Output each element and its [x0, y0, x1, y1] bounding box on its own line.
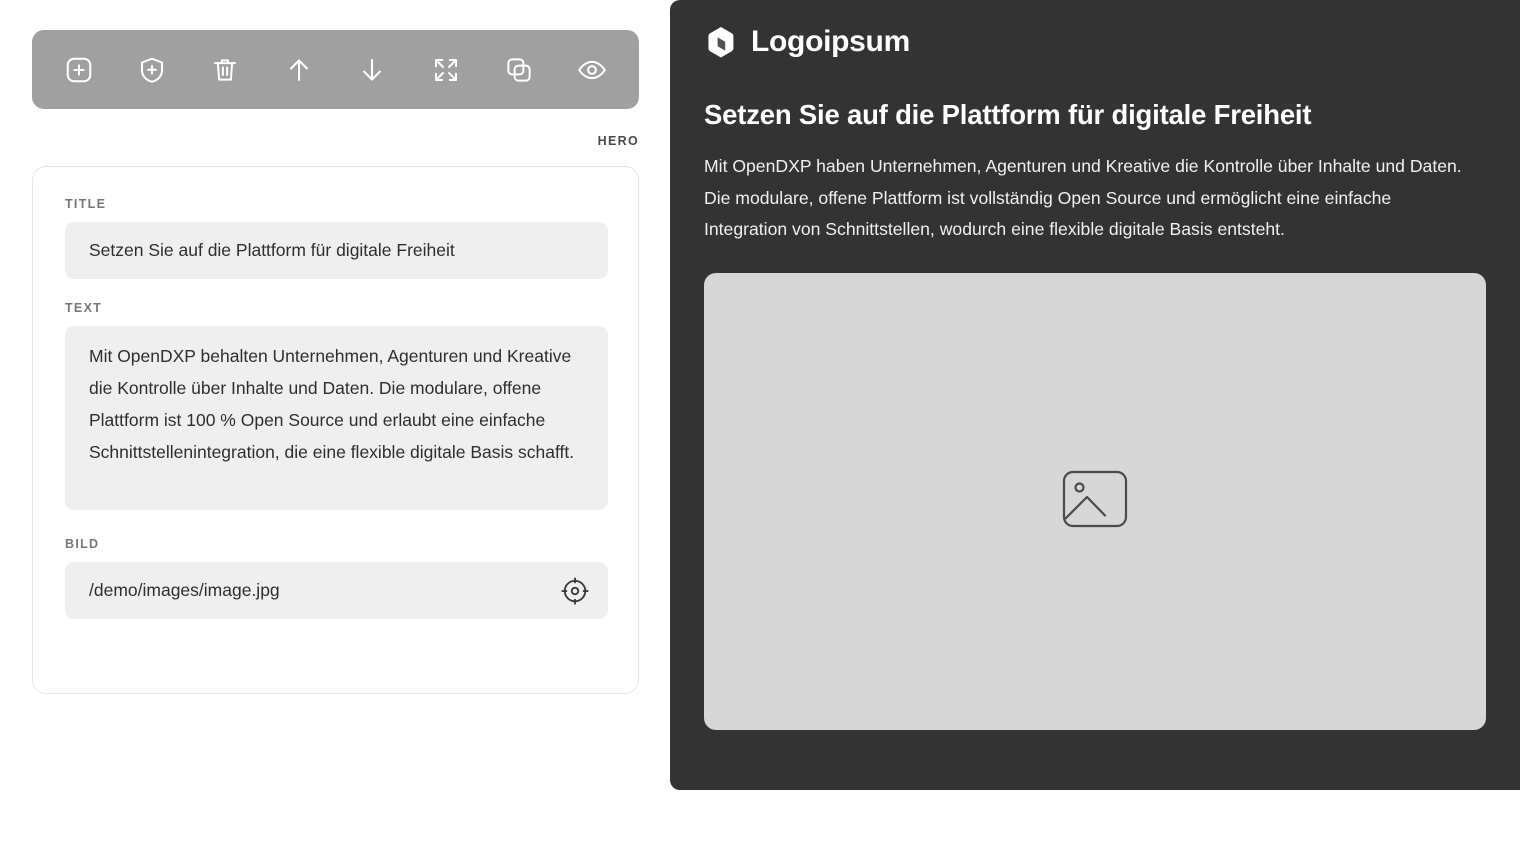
- field-label-title: TITLE: [65, 197, 107, 211]
- field-label-text: TEXT: [65, 301, 103, 315]
- section-label: HERO: [597, 134, 639, 148]
- preview-eye-icon[interactable]: [556, 30, 629, 109]
- add-shielded-element-icon[interactable]: [115, 30, 188, 109]
- move-down-icon[interactable]: [336, 30, 409, 109]
- hero-properties-card: [32, 166, 639, 694]
- brand-name: Logoipsum: [751, 25, 910, 58]
- expand-icon[interactable]: [409, 30, 482, 109]
- section-label-row: [32, 132, 639, 150]
- title-input[interactable]: [65, 222, 608, 279]
- field-title: [65, 197, 606, 279]
- preview-image-placeholder: [704, 273, 1486, 730]
- preview-body-text: Mit OpenDXP haben Unternehmen, Agenturen und Kreative die Kontrolle über Inhalte und Daten. Die modulare, offene Plattform ist vollständig Open Source und ermöglicht eine einfache Integration von Schnittstellen, wodurch eine flexible digitale Basis entsteht.: [704, 156, 1462, 239]
- editor-panel: [0, 0, 670, 855]
- field-text: [65, 301, 606, 515]
- move-up-icon[interactable]: [262, 30, 335, 109]
- logoipsum-hexagon-icon: [704, 25, 738, 59]
- preview-heading: Setzen Sie auf die Plattform für digitale Freiheit: [704, 99, 1312, 130]
- preview-panel: [670, 0, 1520, 790]
- image-input-wrapper: [65, 562, 608, 619]
- element-toolbar: [32, 30, 639, 109]
- add-element-icon[interactable]: [42, 30, 115, 109]
- image-path-input[interactable]: [65, 562, 608, 619]
- target-icon[interactable]: [560, 576, 590, 606]
- text-textarea[interactable]: [65, 326, 608, 510]
- duplicate-icon[interactable]: [482, 30, 555, 109]
- delete-icon[interactable]: [189, 30, 262, 109]
- field-image: [65, 537, 606, 619]
- image-placeholder-icon: [1062, 470, 1128, 533]
- brand-logo: [704, 0, 1486, 62]
- field-label-image: BILD: [65, 537, 100, 551]
